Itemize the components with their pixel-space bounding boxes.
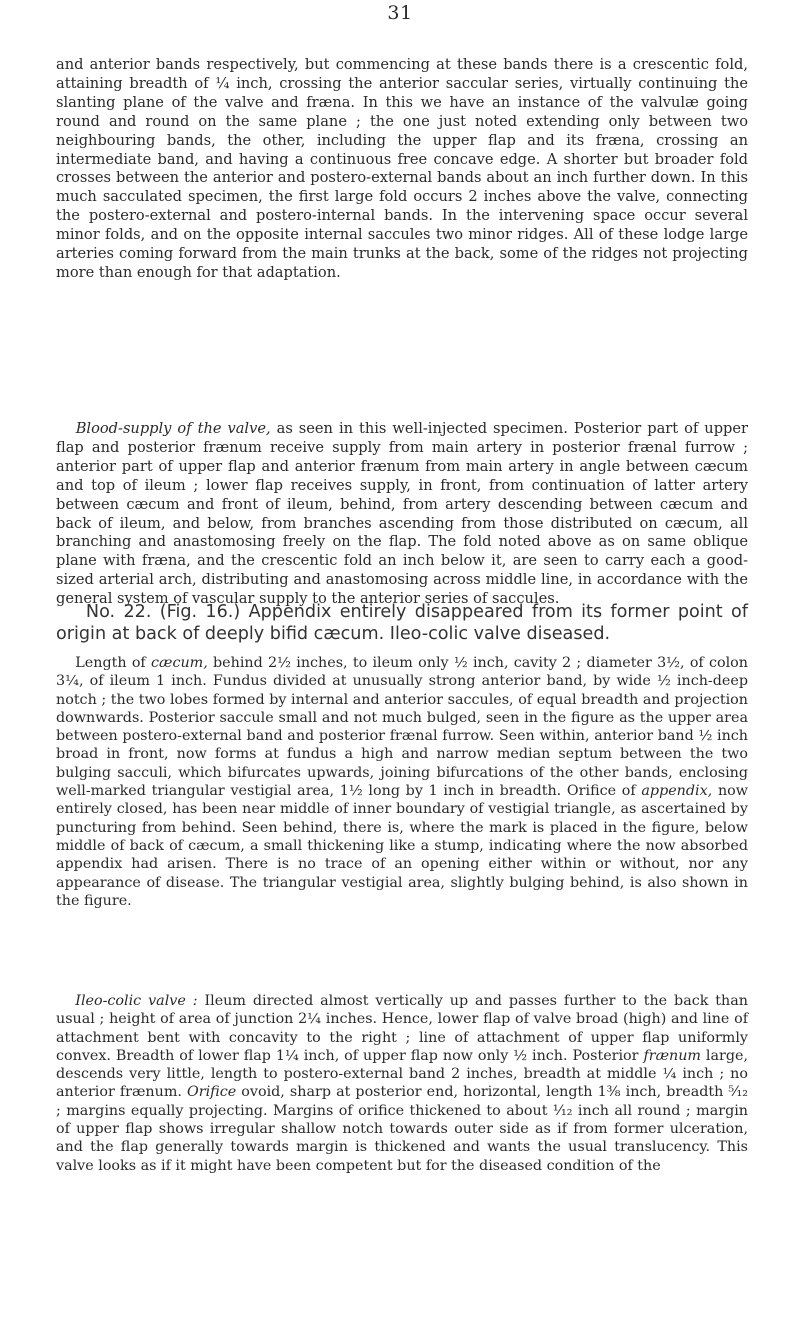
italic-term: appendix, bbox=[641, 783, 713, 800]
paragraph-body: as seen in this well-injected specimen. Posterior part of upper flap and posterior frænum receive supply from main artery in posterior frænal furrow ; anterior part of upper flap and anterior frænum from main artery in angle between cæcum and top of ileum ; lower flap receives supply, in front, from continuation of latter artery between cæcum and front of ileum, behind, from artery descending between cæcum and back of ileum, and below, from branches ascending from those distributed on cæcum, all branching and anastomosing freely on the flap. The fold noted above as on same oblique plane with fræna, and the crescentic fold an inch below it, are seen to carry each a good-sized arterial arch, distributing and anastomosing across middle line, in accordance with the general system of vascular supply to the anterior series of saccules. bbox=[56, 420, 748, 608]
paragraph-text: and anterior bands respectively, but commencing at these bands there is a crescentic fold, attaining breadth of ¼ inch, crossing the anterior saccular series, virtually continuing the slanting plane of the valve and fræna. In this we have an instance of the valvulæ going round and round on the same plane ; the one just noted extending only between two neighbouring bands, the other, including the upper flap and its fræna, crossing an intermediate band, and having a continuous free concave edge. A shorter but broader fold crosses between the anterior and postero-external bands about an inch further down. In this much sacculated specimen, the first large fold occurs 2 inches above the valve, connecting the postero-external and postero-internal bands. In the intervening space occur several minor folds, and on the opposite internal saccules two minor ridges. All of these lodge large arteries coming forward from the main trunks at the back, some of the ridges not projecting more than enough for that adaptation. bbox=[56, 56, 748, 281]
italic-term: Orifice bbox=[187, 1084, 237, 1101]
text-run: behind 2½ inches, to ileum only ½ inch, cavity 2 ; diameter 3½, of colon 3¼, of ileum 1 inch. Fundus divided at unusually strong anterior band, by wide ½ inch-deep notch ; the two lobes formed by internal and anterior saccules, of equal breadth and projection downwards. Posterior saccule small and not much bulged, seen in the figure as the upper area between postero-external band and posterior frænal furrow. Seen within, anterior band ½ inch broad in front, now forms at fundus a high and narrow median septum between the two bulging sacculi, which bifurcates upwards, joining bifurcations of the other bands, enclosing well-marked triangular vestigial area, 1½ long by 1 inch in breadth. Orifice of bbox=[56, 655, 748, 800]
paragraph-blood-supply bbox=[56, 420, 748, 609]
text-run: large, descends very little, length to postero-external band 2 inches, breadth at middle ¼ inch ; no anterior frænum. bbox=[56, 1047, 748, 1101]
text-run: ovoid, sharp at posterior end, horizontal, length 1⅜ inch, breadth ⁵⁄₁₂ ; margins equally projecting. Margins of orifice thickened to about ¹⁄₁₂ inch all round ; margin of upper flap shows irregular shallow notch towards outer side as if from former ulceration, and the flap generally towards margin is thickened and wants the usual translucency. This valve looks as if it might have been competent but for the diseased condition of the bbox=[56, 1084, 748, 1174]
italic-term: frænum bbox=[643, 1047, 701, 1064]
text-run: Length of bbox=[75, 655, 151, 671]
paragraph-caecum-description bbox=[56, 654, 748, 910]
paragraph-crescentic-fold bbox=[56, 56, 748, 283]
paragraph-text bbox=[56, 654, 748, 910]
paragraph-text bbox=[56, 420, 748, 609]
text-run: now entirely closed, has been near middle of inner boundary of vestigial triangle, as ascertained by puncturing from behind. Seen behind, there is, where the mark is placed in the figure, below middle of back of cæcum, a small thickening like a stump, indicating where the now absorbed appendix had arisen. There is no trace of an opening either within or without, nor any appearance of disease. The triangular vestigial area, slightly bulging behind, is also shown in the figure. bbox=[56, 783, 748, 909]
paragraph-lead-italic: Blood-supply of the valve, bbox=[75, 420, 271, 437]
text-run: Ileum directed almost vertically up and passes further to the back than usual ; height of area of junction 2¼ inches. Hence, lower flap of valve broad (high) and line of attachment bent with concavity to the right ; line of attachment of upper flap uniformly convex. Breadth of lower flap 1¼ inch, of upper flap now only ½ inch. Posterior bbox=[56, 993, 748, 1064]
case-heading-text: No. 22. (Fig. 16.) Appendix entirely disappeared from its former point of origin at back of deeply bifid cæcum. Ileo-colic valve diseased. bbox=[56, 602, 748, 644]
paragraph-lead-italic: Ileo-colic valve : bbox=[75, 993, 198, 1009]
paragraph-text bbox=[56, 992, 748, 1175]
italic-term: cæcum, bbox=[151, 655, 208, 671]
case-heading bbox=[56, 602, 748, 645]
paragraph-ileo-colic-valve bbox=[56, 992, 748, 1175]
page-number: 31 bbox=[387, 2, 413, 24]
